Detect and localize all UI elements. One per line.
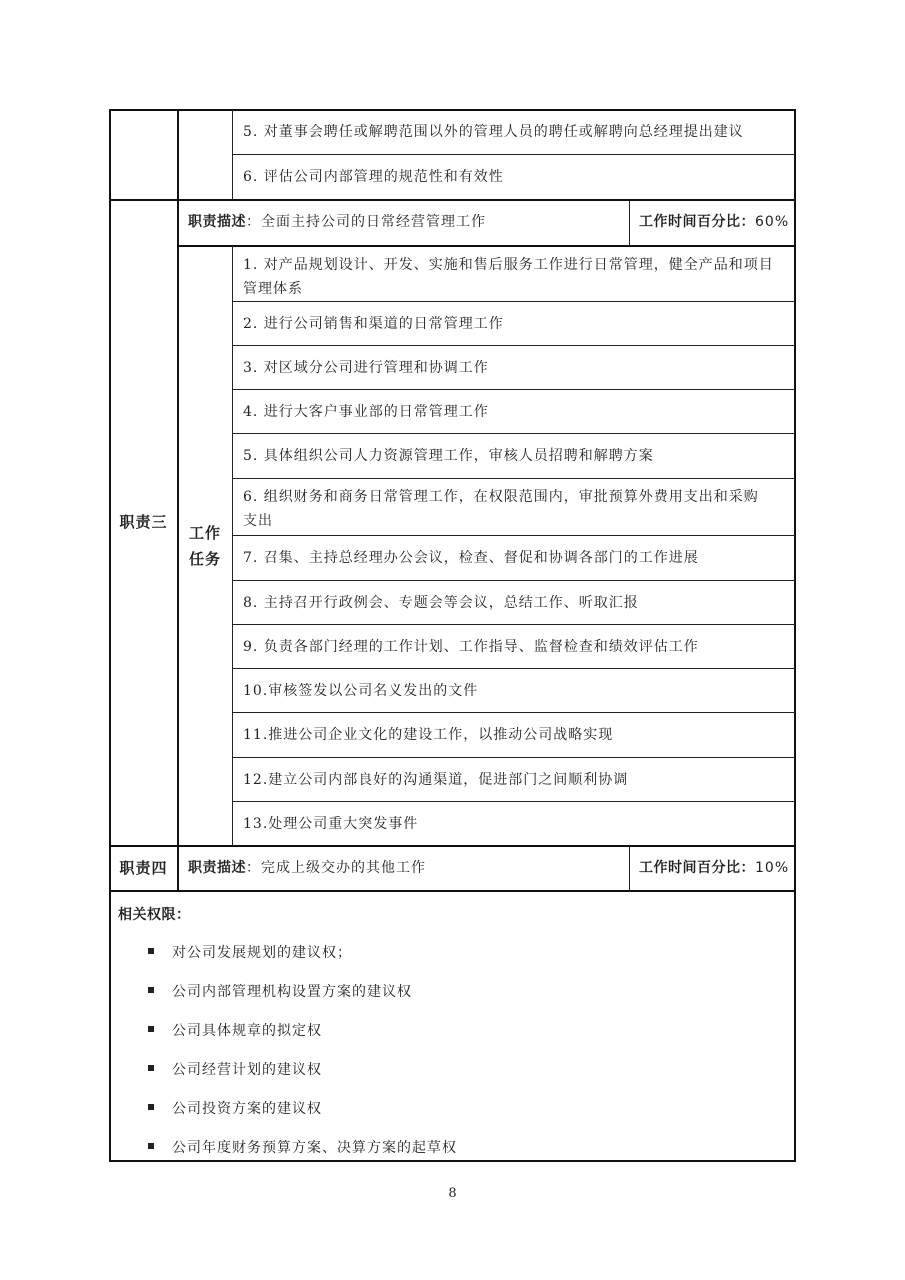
row-divider	[232, 535, 795, 536]
task-text: 5. 对董事会聘任或解聘范围以外的管理人员的聘任或解聘向总经理提出建议	[243, 124, 744, 140]
percent-value: 10%	[755, 860, 790, 876]
authority-item	[148, 1059, 322, 1079]
task-line: 管理体系	[243, 281, 303, 297]
row-divider	[232, 478, 795, 479]
task-label-line1: 工作	[188, 524, 221, 542]
desc-text: ：完成上级交办的其他工作	[246, 860, 426, 876]
duty3-label: 职责三	[119, 513, 168, 531]
task-item	[243, 485, 759, 533]
col-divider	[629, 846, 630, 890]
row-divider	[232, 668, 795, 669]
authority-title: 相关权限：	[118, 907, 191, 923]
row-divider	[232, 712, 795, 713]
authority-item	[148, 1020, 322, 1040]
task-item: 5. 具体组织公司人力资源管理工作，审核人员招聘和解聘方案	[243, 448, 654, 464]
row-divider	[232, 154, 795, 155]
authority-text: 公司具体规章的拟定权	[172, 1023, 322, 1039]
row-divider	[232, 580, 795, 581]
task-item: 11.推进公司企业文化的建设工作，以推动公司战略实现	[243, 727, 614, 743]
task-label-line2: 任务	[188, 550, 221, 568]
percent-value: 60%	[755, 214, 790, 230]
duty4-percent	[639, 856, 789, 880]
task-item: 12.建立公司内部良好的沟通渠道，促进部门之间顺利协调	[243, 772, 629, 788]
task-label	[178, 520, 232, 572]
task-line: 1. 对产品规划设计、开发、实施和售后服务工作进行日常管理，健全产品和项目	[243, 257, 774, 273]
authority-text: 公司年度财务预算方案、决算方案的起草权	[172, 1140, 457, 1156]
bullet-icon	[148, 1065, 154, 1071]
bullet-icon	[148, 1104, 154, 1110]
authority-item	[148, 1098, 322, 1118]
duty3-percent	[639, 210, 789, 234]
row-divider	[232, 301, 795, 302]
duty4-label: 职责四	[119, 859, 168, 877]
authority-item	[148, 942, 352, 962]
task-line: 6. 组织财务和商务日常管理工作，在权限范围内，审批预算外费用支出和采购	[243, 489, 759, 505]
task-item	[243, 253, 774, 301]
row-divider	[232, 624, 795, 625]
bullet-icon	[148, 948, 154, 954]
desc-text: ：全面主持公司的日常经营管理工作	[246, 214, 486, 230]
desc-label: 职责描述	[188, 214, 246, 230]
authority-text: 公司经营计划的建议权	[172, 1062, 322, 1078]
row-divider	[232, 389, 795, 390]
row-divider	[232, 433, 795, 434]
row-divider	[232, 757, 795, 758]
page-number: 8	[448, 1186, 457, 1201]
percent-label: 工作时间百分比：	[639, 860, 755, 876]
authority-text: 公司投资方案的建议权	[172, 1101, 322, 1117]
task-item: 2. 进行公司销售和渠道的日常管理工作	[243, 316, 504, 332]
row-divider	[110, 199, 796, 201]
authority-item	[148, 1137, 457, 1157]
col-divider	[629, 200, 630, 246]
duty4-description	[188, 856, 426, 880]
task-item: 10.审核签发以公司名义发出的文件	[243, 683, 479, 699]
bullet-icon	[148, 1026, 154, 1032]
task-item: 3. 对区域分公司进行管理和协调工作	[243, 360, 489, 376]
task-item: 13.处理公司重大突发事件	[243, 816, 419, 832]
task-item: 4. 进行大客户事业部的日常管理工作	[243, 404, 489, 420]
row-divider	[110, 890, 796, 892]
authority-text: 对公司发展规划的建议权；	[172, 945, 352, 961]
row-divider	[110, 845, 796, 847]
row-divider	[178, 245, 796, 247]
percent-label: 工作时间百分比：	[639, 214, 755, 230]
bullet-icon	[148, 987, 154, 993]
col-divider	[232, 246, 233, 846]
task-text: 6. 评估公司内部管理的规范性和有效性	[243, 169, 504, 185]
task-item: 8. 主持召开行政例会、专题会等会议，总结工作、听取汇报	[243, 595, 639, 611]
task-item: 7. 召集、主持总经理办公会议，检查、督促和协调各部门的工作进展	[243, 550, 699, 566]
authority-item	[148, 981, 412, 1001]
row-divider	[232, 345, 795, 346]
duty3-description	[188, 210, 486, 234]
col-divider	[232, 110, 233, 200]
desc-label: 职责描述	[188, 860, 246, 876]
authority-text: 公司内部管理机构设置方案的建议权	[172, 984, 412, 1000]
row-divider	[232, 801, 795, 802]
bullet-icon	[148, 1143, 154, 1149]
task-item: 9. 负责各部门经理的工作计划、工作指导、监督检查和绩效评估工作	[243, 639, 699, 655]
task-line: 支出	[243, 513, 273, 529]
col-divider	[177, 110, 179, 200]
